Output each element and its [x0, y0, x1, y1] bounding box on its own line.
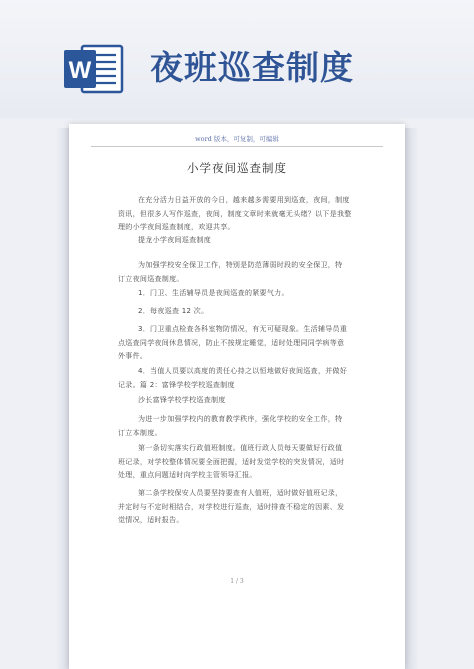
paragraph-item-3 — [118, 323, 376, 364]
paragraph-purpose-2 — [118, 413, 376, 440]
paragraph-intro — [118, 194, 376, 235]
page-shadow-left — [56, 128, 70, 669]
paragraph-line: 1．门卫、生活辅导员是夜间巡查的紧要气力。 — [138, 289, 289, 297]
paragraph-article-2 — [118, 487, 376, 528]
paragraph-line: 订立夜间巡查制度。 — [118, 274, 184, 283]
paragraph-line: 并定时与不定时相结合，对学校进行巡查，适时排查不稳定的因素、发 — [118, 502, 345, 511]
paragraph-line: 提龙小学夜间巡查制度 — [138, 236, 211, 244]
paragraph-line: 点巡查同学夜间休息情况，防止不按规定睡觉，适时处理同同学病等意 — [118, 338, 345, 347]
section-heading — [118, 234, 376, 248]
document-header-note: word 版本，可复制，可编辑 — [195, 135, 279, 143]
paragraph-line: 订立本制度。 — [118, 428, 162, 437]
paragraph-line: 记录。篇 2：富锋学校学校巡查制度 — [118, 380, 235, 389]
paragraph-purpose — [118, 259, 376, 286]
word-icon — [62, 40, 124, 98]
paragraph-line: 为进一步加强学校内的教育教学秩序，强化学校的安全工作，特 — [138, 415, 343, 423]
banner — [0, 0, 474, 118]
word-icon-letter: W — [68, 57, 92, 84]
paragraph-line: 班记录，对学校整体情况要全面把握，适时发觉学校的突发情况，适时 — [118, 457, 345, 466]
paragraph-line: 外事件。 — [118, 352, 148, 360]
paragraph-article-1 — [118, 442, 376, 483]
paragraph-line: 2．每夜巡查 12 次。 — [138, 307, 209, 315]
paragraph-item-1 — [118, 287, 376, 301]
paragraph-line: 在充分活力日益开放的今日，越来越多需要用到巡查，夜间，制度 — [138, 196, 350, 204]
paragraph-line: 觉情况，适时报告。 — [118, 516, 184, 524]
paragraph-line: 第二条学校保安人员要坚持要查有人值班，适时做好值班记录， — [138, 489, 343, 497]
page-shadow-right — [405, 128, 419, 669]
header-divider — [91, 146, 383, 147]
paragraph-line: 理的小学夜间巡查制度，欢迎共享。 — [118, 223, 235, 231]
paragraph-line: 第一条切实落实行政值班制度。值班行政人员每天要做好行政值 — [138, 444, 343, 452]
paragraph-line: 为加强学校安全保卫工作，特别是防范薄弱时段的安全保卫，特 — [138, 261, 343, 269]
paragraph-line: 4．当值人员要以高度的责任心持之以恒地做好夜间巡查，并做好 — [138, 367, 348, 375]
paragraph-line: 沙长富锋学校学校巡查制度 — [138, 396, 226, 404]
paragraph-item-2 — [118, 305, 376, 319]
section-heading-2 — [118, 394, 376, 408]
paragraph-item-4 — [118, 365, 376, 392]
paragraph-line: 资讯，但很多人写作巡查，夜间，制度文章时来就毫无头绪？以下是我整 — [118, 209, 352, 218]
paragraph-line: 3．门卫重点检查各科室物防情况，有无可疑现象。生活辅导员重 — [138, 325, 348, 333]
document-title: 小学夜间巡查制度 — [187, 161, 287, 175]
page-number: 1 / 3 — [230, 578, 244, 585]
banner-title: 夜班巡查制度 — [150, 48, 354, 87]
paragraph-line: 处理，重点问题适时向学校主管领导汇报。 — [118, 471, 257, 479]
